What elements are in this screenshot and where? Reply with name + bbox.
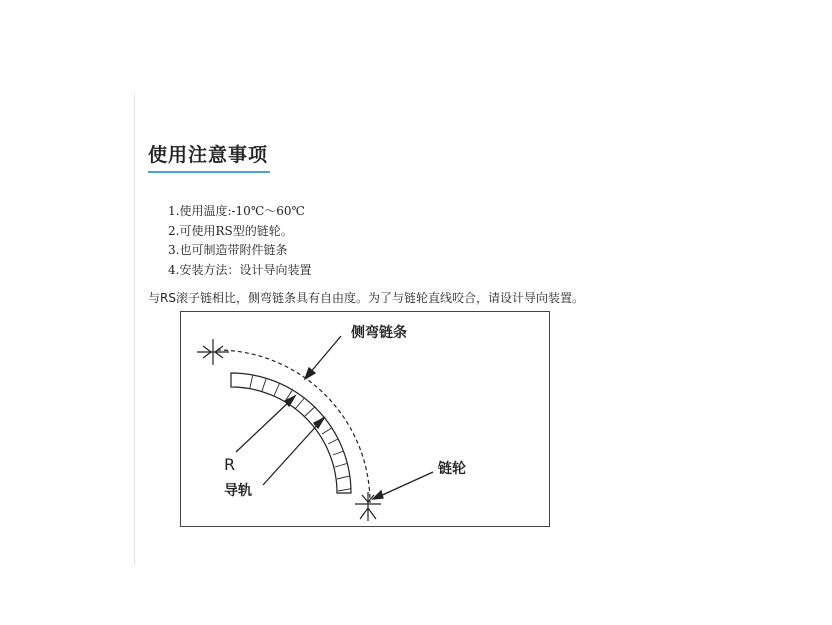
label-side-bow-chain: 侧弯链条 bbox=[351, 325, 407, 341]
description-paragraph: 与RS滚子链相比，侧弯链条具有自由度。为了与链轮直线咬合，请设计导向装置。 bbox=[148, 291, 584, 305]
side-bow-chain-diagram bbox=[180, 311, 550, 527]
leader-arrows bbox=[236, 336, 433, 499]
note-item: 4.安装方法：设计导向装置 bbox=[168, 262, 312, 277]
note-item: 1.使用温度:-10℃～60℃ bbox=[168, 204, 305, 218]
usage-notes-list bbox=[168, 202, 311, 280]
section-title: 使用注意事项 bbox=[148, 144, 269, 166]
guide-rail-shape bbox=[231, 373, 355, 493]
label-radius: R bbox=[224, 455, 236, 474]
section-title-underline bbox=[148, 171, 270, 173]
label-guide-rail: 导轨 bbox=[224, 483, 252, 499]
note-item: 3.也可制造带附件链条 bbox=[168, 243, 288, 257]
top-left-mark bbox=[197, 339, 229, 365]
label-sprocket: 链轮 bbox=[438, 461, 466, 477]
note-item: 2.可使用RS型的链轮。 bbox=[168, 223, 293, 238]
content-left-border bbox=[134, 93, 135, 565]
